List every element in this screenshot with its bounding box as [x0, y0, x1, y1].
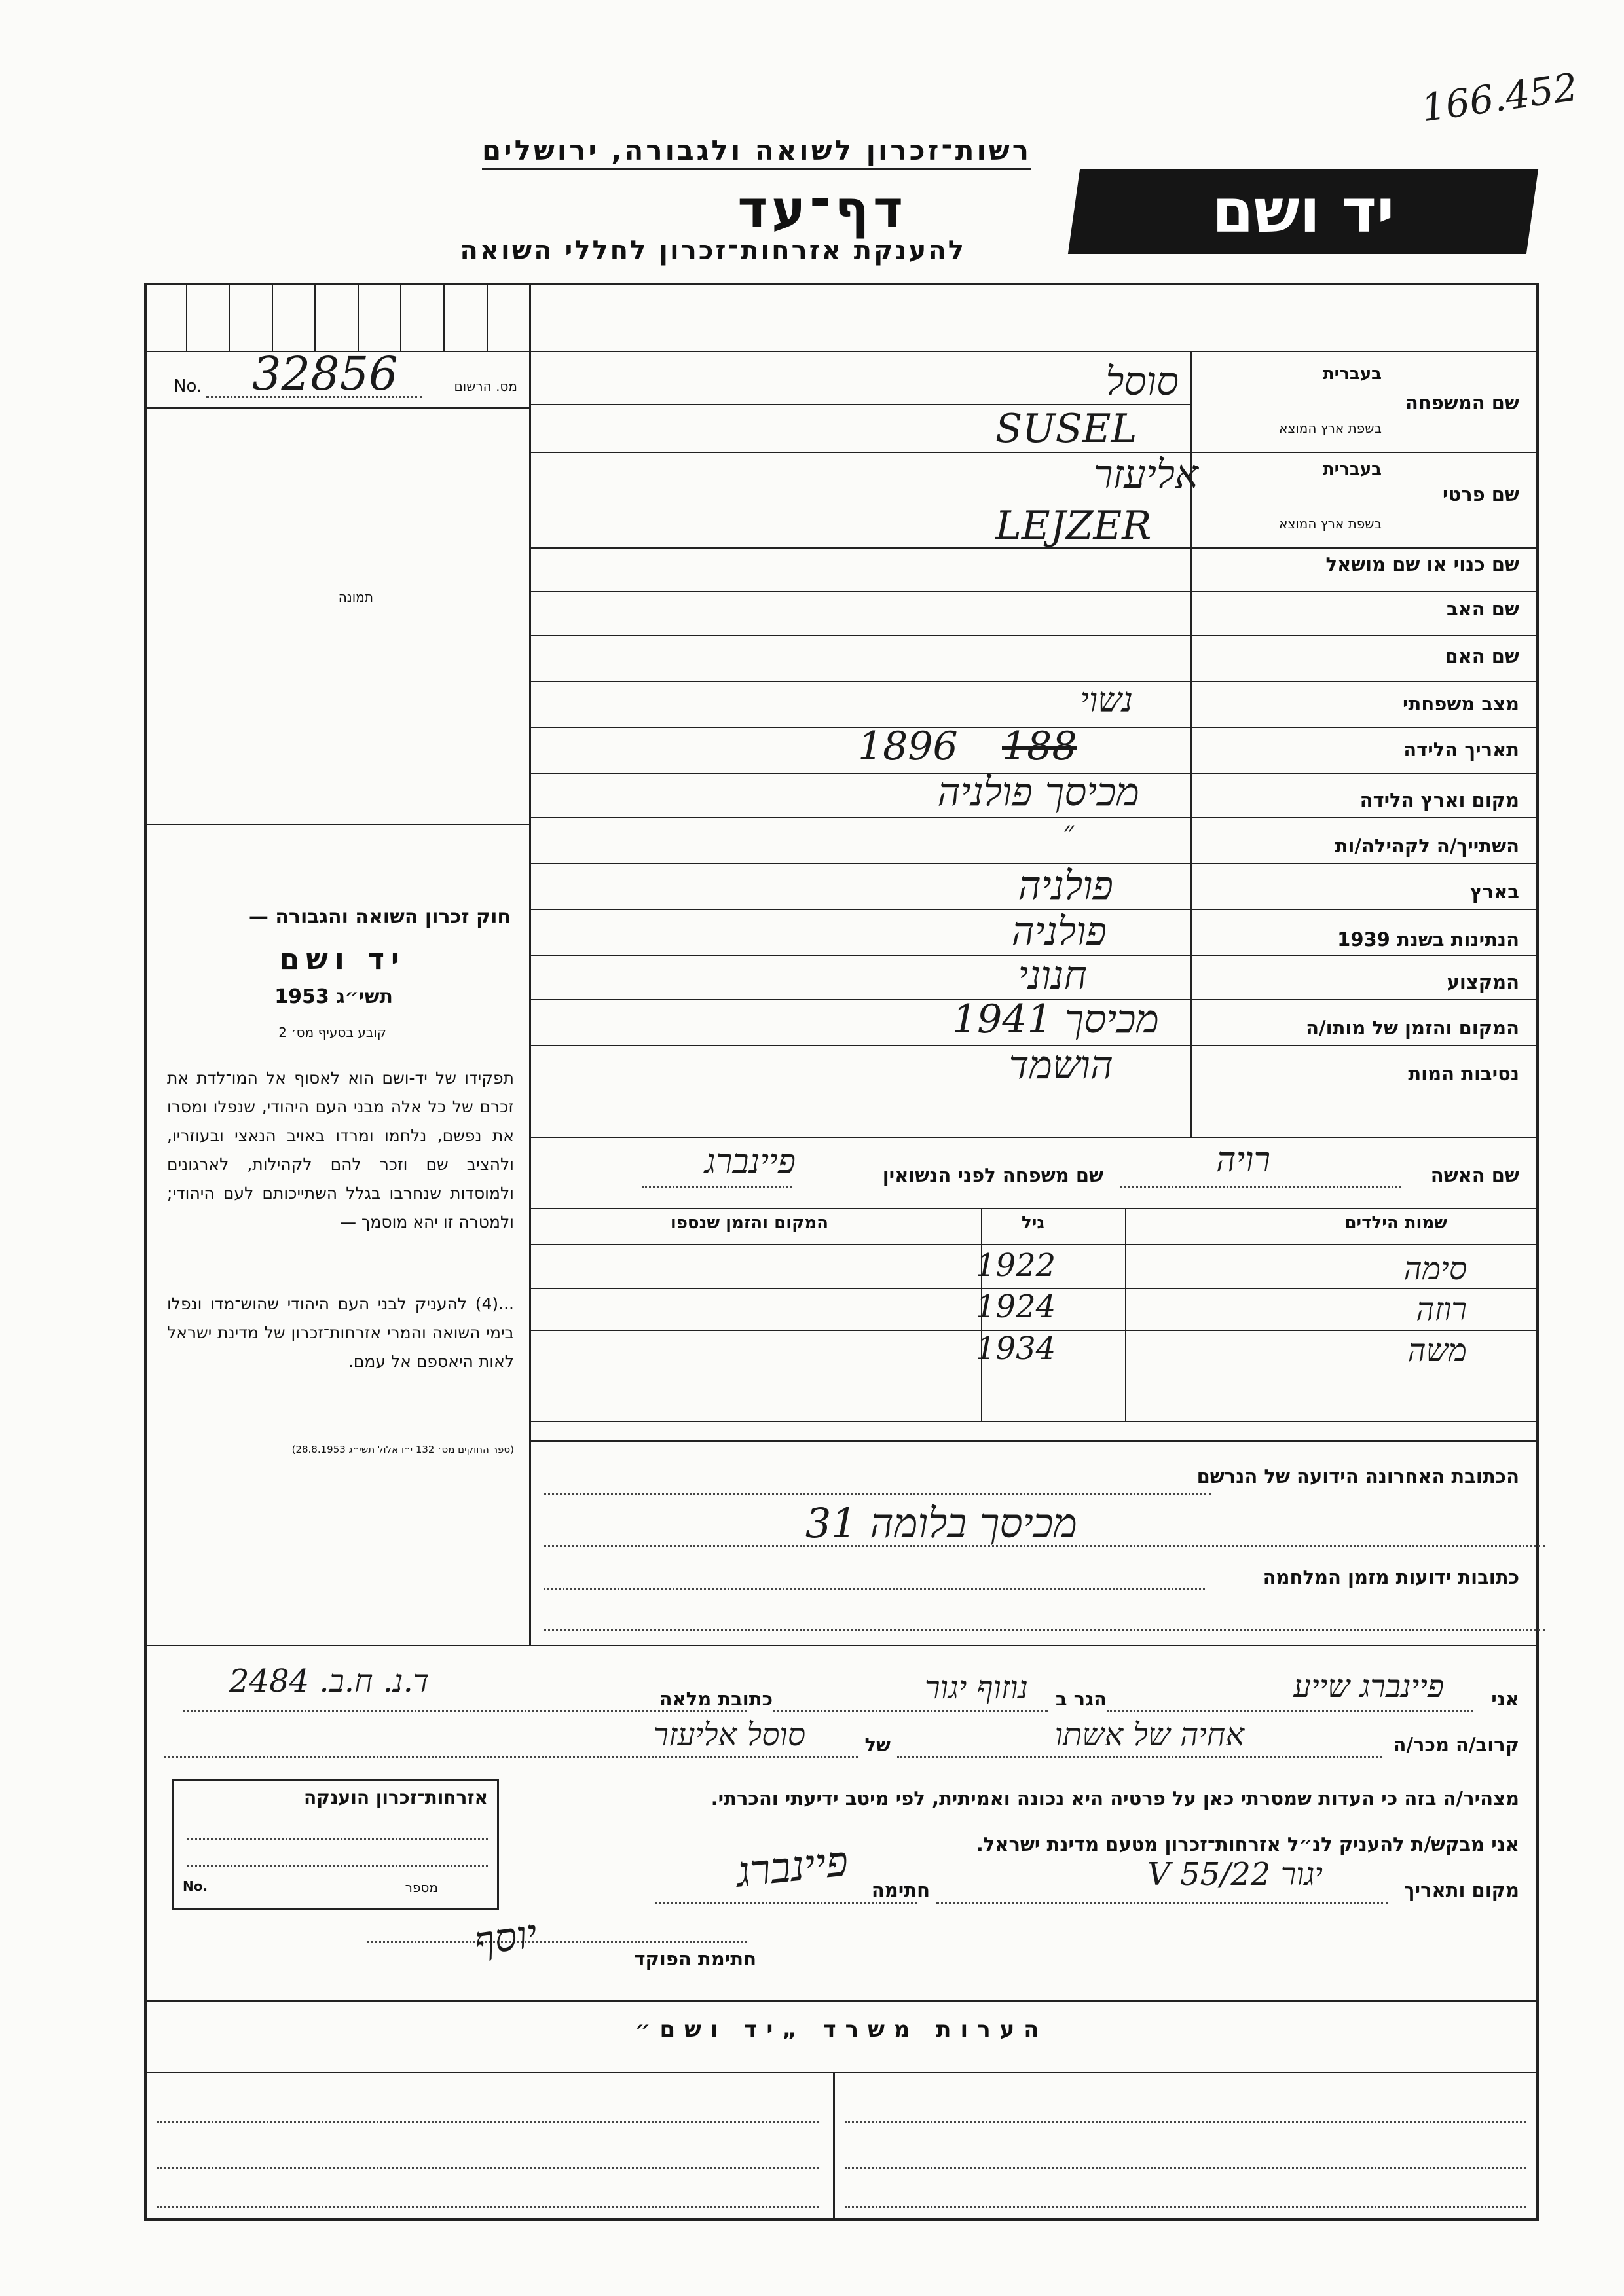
- wartime-address-label: כתובות ידועות מזמן המלחמה: [1263, 1566, 1519, 1588]
- death-place-time-label: המקום והזמן של מותו/ה: [1306, 1017, 1519, 1039]
- law-citation: (ספר החוקים מס׳ 132 י״ו אלול תשי״ג 28.8.1953): [291, 1444, 514, 1455]
- children-place-header: המקום והזמן שנספו: [670, 1213, 828, 1233]
- grant-box-title: אזרחות־זכרון הוענקה: [304, 1787, 488, 1808]
- full-address-label: כתובת מלאה: [659, 1688, 773, 1710]
- resident-label: הגר ב: [1055, 1688, 1107, 1710]
- birth-date-label: תאריך הלידה: [1403, 738, 1519, 761]
- children-age-header: גיל: [1021, 1213, 1044, 1233]
- declarant-value[interactable]: פיינברג שייע: [1293, 1668, 1444, 1705]
- corner-archive-number: 166.452: [1418, 64, 1581, 131]
- place-date-label: מקום ותאריך: [1403, 1879, 1519, 1901]
- law-paragraph-2: ...(4) להעניק לבני העם היהודי שהוש־מדו ונפלו בימי השואה והמרי אזרחות־זכרון של מדינת ישראל לאות היאספם אל עמם.: [167, 1294, 514, 1371]
- last-address-value[interactable]: מכיסך בלומה 31: [805, 1499, 1077, 1547]
- child-3-name[interactable]: משה: [1407, 1332, 1467, 1369]
- reg-no-value: 32856: [252, 347, 398, 401]
- marital-status-label: מצב משפחתי: [1402, 693, 1519, 715]
- signature-label: חתימה: [871, 1879, 930, 1901]
- reg-no-label: No.: [174, 376, 202, 396]
- resident-value[interactable]: נוזוף יגור: [925, 1669, 1028, 1706]
- of-value[interactable]: סוסל אליעזר: [653, 1717, 805, 1753]
- child-3-age[interactable]: 1934: [976, 1330, 1056, 1367]
- index-boxes: [144, 283, 529, 351]
- family-name-hebrew-sublabel: בעברית: [1322, 364, 1382, 384]
- birth-date-value[interactable]: 1896: [858, 723, 958, 769]
- birth-place-label: מקום וארץ הלידה: [1359, 789, 1519, 811]
- country-label: בארץ: [1469, 881, 1519, 903]
- profession-value[interactable]: חנוני: [1018, 953, 1087, 998]
- law-year: תשי״ג 1953: [274, 985, 393, 1008]
- declaration-statement: מצהיר/ה בזה כי העדות שמסרתי כאן על פרטיה היא נכונה ואמיתית, לפי מיטב ידיעתי והכרתי.: [710, 1787, 1519, 1810]
- first-name-hebrew-value[interactable]: אליעזר: [1094, 452, 1198, 498]
- mother-label: שם האם: [1445, 645, 1519, 667]
- profession-label: המקצוע: [1447, 971, 1519, 993]
- wife-label: שם האשה: [1430, 1164, 1519, 1186]
- law-name: יד ושם: [279, 943, 406, 976]
- yad-vashem-logo: [1068, 169, 1538, 254]
- nickname-label: שם כנוי או שם מושאל: [1325, 553, 1519, 575]
- grant-no-label-he: מספר: [405, 1880, 438, 1895]
- officer-signature-label: חתימת הפוקד: [634, 1948, 756, 1970]
- request-statement: אני מבקש/ת להעניק לנ״ל אזרחות־זכרון מטעם מדינת ישראל.: [976, 1833, 1519, 1855]
- law-paragraph-1: תפקידו של יד-ושם הוא לאסוף אל המו־לדת את זכרם של כל אלה מבני העם היהודי, שנפלו ומסרו את נפשם, נלחמו ומרדו באויב הנאצי ובעוזריו, ולהציב שם וזכר להם לקהילות, לארגונים ולמוסדות שנחרבו בגלל השתייכותם לעם היהודי; ולמטרה זו יהא מוסמך —: [167, 1068, 514, 1231]
- child-1-name[interactable]: סימה: [1403, 1250, 1467, 1287]
- community-label: השתייך/ה לקהילה/ות: [1335, 835, 1519, 857]
- logo-text: יד ושם: [1211, 176, 1395, 246]
- citizenship-1939-value[interactable]: פולניה: [1011, 909, 1107, 955]
- wife-value[interactable]: רויה: [1216, 1140, 1270, 1180]
- reg-no-label-he: מס. הרשום: [454, 378, 517, 394]
- remarks-title: הערות משרד „יד ושם״: [635, 2016, 1048, 2043]
- child-2-age[interactable]: 1924: [976, 1288, 1056, 1325]
- death-place-time-value[interactable]: מכיסך 1941: [951, 996, 1159, 1042]
- full-address-value[interactable]: ד.נ. ח.ב. 2484: [229, 1663, 430, 1700]
- law-section: קובע בסעיף מס׳ 2: [278, 1025, 386, 1040]
- father-label: שם האב: [1446, 598, 1519, 620]
- family-name-label: שם המשפחה: [1405, 392, 1519, 414]
- declarant-label: אני: [1491, 1688, 1519, 1710]
- first-name-origin-value[interactable]: LEJZER: [995, 503, 1152, 549]
- country-value[interactable]: פולניה: [1018, 863, 1113, 909]
- relative-value[interactable]: אחיה של אשתו: [1054, 1717, 1244, 1753]
- grant-no-label: No.: [183, 1878, 208, 1894]
- first-name-hebrew-sublabel: בעברית: [1322, 460, 1382, 479]
- form-subtitle: להענקת אזרחות־זכרון לחללי השואה: [460, 236, 966, 266]
- death-cause-value[interactable]: הושמד: [1008, 1042, 1113, 1088]
- form-title: דף־עד: [737, 180, 907, 239]
- death-cause-label: נסיבות המות: [1408, 1063, 1519, 1085]
- remarks-line: [157, 2121, 819, 2123]
- maiden-name-value[interactable]: פיינברג: [704, 1142, 796, 1182]
- first-name-label: שם פרטי: [1442, 483, 1519, 505]
- community-value[interactable]: ״: [1063, 815, 1074, 848]
- maiden-name-label: שם משפחה לפני הנשואין: [882, 1164, 1103, 1186]
- first-name-origin-sublabel: בשפת ארץ המוצא: [1279, 516, 1382, 532]
- last-address-label: הכתובת האחרונה הידועה של הנרשם: [1196, 1465, 1519, 1487]
- authority-header: רשות־זכרון לשואה ולגבורה, ירושלים: [482, 134, 1031, 170]
- declarant-signature[interactable]: פיינברג: [733, 1837, 851, 1897]
- photo-label: תמונה: [338, 589, 373, 605]
- birth-date-struck-value: 188: [1002, 723, 1077, 769]
- law-title: חוק זכרון השואה והגבורה —: [248, 905, 511, 928]
- officer-signature[interactable]: יוסף: [471, 1910, 540, 1965]
- of-label: של: [864, 1734, 891, 1756]
- family-name-hebrew-value[interactable]: סוסל: [1105, 359, 1179, 405]
- family-name-origin-sublabel: בשפת ארץ המוצא: [1279, 420, 1382, 436]
- place-date-value[interactable]: יגור 22/V 55: [1147, 1856, 1323, 1893]
- marital-status-value[interactable]: נשוי: [1080, 681, 1133, 720]
- child-2-name[interactable]: רוזה: [1416, 1291, 1467, 1328]
- child-1-age[interactable]: 1922: [976, 1247, 1056, 1284]
- birth-place-value[interactable]: מכיסך פולניה: [937, 769, 1139, 815]
- children-names-header: שמות הילדים: [1344, 1213, 1447, 1233]
- citizenship-1939-label: הנתינות בשנת 1939: [1337, 928, 1519, 951]
- relative-label: קרוב/ה מכר/ה: [1393, 1734, 1519, 1756]
- grant-box: [172, 1779, 499, 1910]
- family-name-origin-value[interactable]: SUSEL: [995, 406, 1137, 452]
